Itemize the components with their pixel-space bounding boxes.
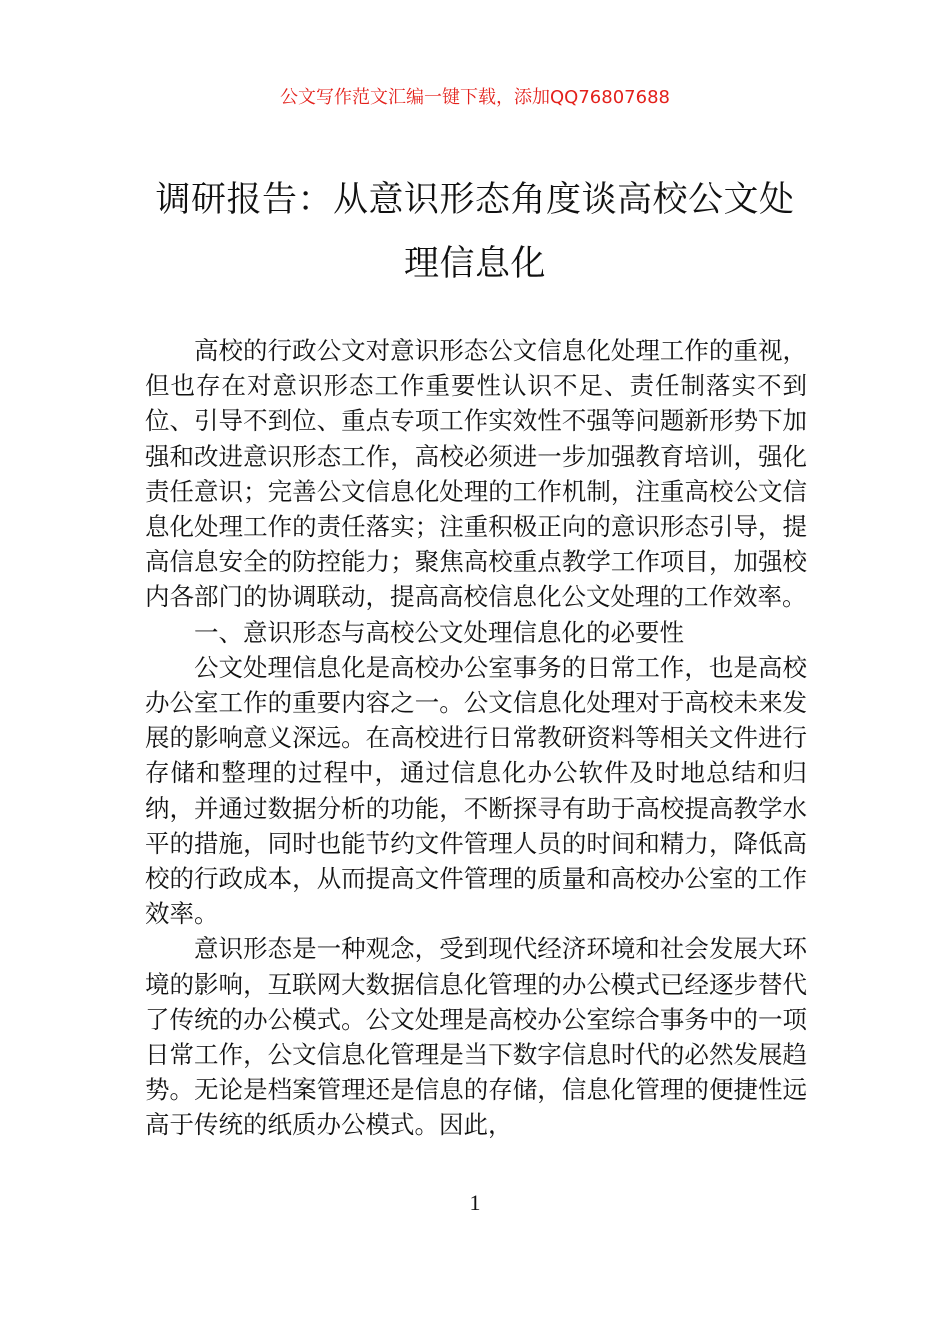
header-download-note: 公文写作范文汇编一键下载，添加QQ76807688 xyxy=(280,87,670,108)
paragraph-3: 意识形态是一种观念，受到现代经济环境和社会发展大环境的影响，互联网大数据信息化管理的办公模式已经逐步替代了传统的办公模式。公文处理是高校办公室综合事务中的一项日常工作，公文信息化管理是当下数字信息时代的必然发展趋势。无论是档案管理还是信息的存储，信息化管理的便捷性远高于传统的纸质办公模式。因此， xyxy=(145,934,807,1140)
title-line-2: 理信息化 xyxy=(403,244,546,284)
page-number: 1 xyxy=(469,1190,481,1215)
paragraph-2: 公文处理信息化是高校办公室事务的日常工作，也是高校办公室工作的重要内容之一。公文信息化处理对于高校未来发展的影响意义深远。在高校进行日常教研资料等相关文件进行存储和整理的过程中，通过信息化办公软件及时地总结和归纳，并通过数据分析的功能，不断探寻有助于高校提高教学水平的措施，同时也能节约文件管理人员的时间和精力，降低高校的行政成本，从而提高文件管理的质量和高校办公室的工作效率。 xyxy=(145,652,807,929)
section-heading-1: 一、意识形态与高校公文处理信息化的必要性 xyxy=(194,617,684,647)
document-title xyxy=(140,168,810,296)
paragraph-abstract: 高校的行政公文对意识形态公文信息化处理工作的重视，但也存在对意识形态工作重要性认识不足、责任制落实不到位、引导不到位、重点专项工作实效性不强等问题新形势下加强和改进意识形态工作，高校必须进一步加强教育培训，强化责任意识；完善公文信息化处理的工作机制，注重高校公文信息化处理工作的责任落实；注重积极正向的意识形态引导，提高信息安全的防控能力；聚焦高校重点教学工作项目，加强校内各部门的协调联动，提高高校信息化公文处理的工作效率。 xyxy=(145,336,807,612)
title-line-1: 调研报告：从意识形态角度谈高校公文处 xyxy=(155,180,795,220)
document-body xyxy=(145,333,807,1143)
